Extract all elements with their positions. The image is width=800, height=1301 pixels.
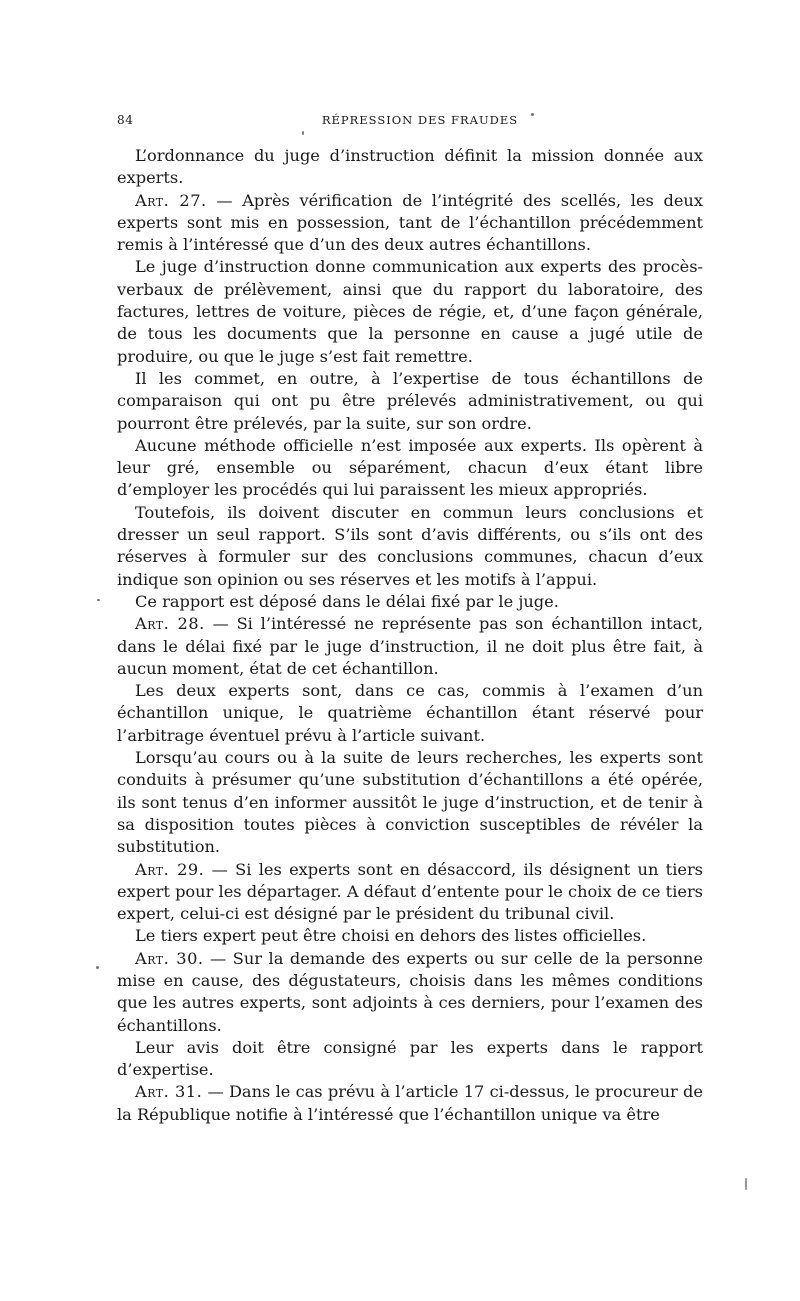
page-header: [117, 113, 703, 133]
paragraph-text: Aucune méthode officielle n’est imposée aux experts. Ils opèrent à leur gré, ensemble ou séparément, chacun d’eux étant libre d’employer les procédés qui lui paraissent les mieux appropriés.: [117, 435, 703, 500]
article-label: Art. 30.: [135, 948, 204, 968]
paragraph-text: — Après vérification de l’intégrité des scellés, les deux experts sont mis en possession, tant de l’échantillon précédemment remis à l’intéressé que d’un des deux autres échantillons.: [117, 190, 703, 255]
paragraph-text: — Dans le cas prévu à l’article 17 ci-dessus, le procureur de la République notifie à l’intéressé que l’échantillon unique va être: [117, 1082, 703, 1124]
paragraph: [117, 502, 703, 591]
paragraph-text: Il les commet, en outre, à l’expertise de tous échantillons de comparaison qui ont pu être prélevés administrativement, ou qui pourront être prélevés, par la suite, sur son ordre.: [117, 368, 703, 433]
page-number: 84: [117, 113, 134, 127]
paragraph: [117, 747, 703, 858]
article-label: Art. 28.: [135, 614, 205, 634]
scan-speck: [96, 966, 99, 969]
article-paragraph: [117, 1081, 703, 1126]
article-label: Art. 27.: [135, 190, 207, 210]
article-paragraph: [117, 613, 703, 680]
book-page: [117, 113, 703, 1126]
paragraph-text: Ce rapport est déposé dans le délai fixé par le juge.: [135, 591, 559, 611]
paragraph: [117, 368, 703, 435]
body-text: [117, 145, 703, 1126]
scan-speck: [302, 131, 304, 135]
scan-speck: [97, 599, 100, 601]
running-title: RÉPRESSION DES FRAUDES: [321, 113, 519, 127]
paragraph: [117, 591, 703, 613]
paragraph: [117, 256, 703, 367]
paragraph-text: L’ordonnance du juge d’instruction définit la mission donnée aux experts.: [117, 146, 703, 188]
paragraph-text: Leur avis doit être consigné par les experts dans le rapport d’expertise.: [117, 1037, 703, 1080]
article-paragraph: [117, 190, 703, 257]
paragraph-text: — Si les experts sont en désaccord, ils désignent un tiers expert pour les départager. A défaut d’entente pour le choix de ce tiers expert, celui-ci est désigné par le président du tribunal civil.: [117, 859, 703, 924]
article-paragraph: [117, 859, 703, 926]
paragraph-text: Toutefois, ils doivent discuter en commun leurs conclusions et dresser un seul rapport. S’ils sont d’avis différents, ou s’ils ont des réserves à formuler sur des conclusions communes, chacun d’eux indique son opinion ou ses réserves et les motifs à l’appui.: [117, 502, 703, 589]
paragraph-text: — Sur la demande des experts ou sur celle de la personne mise en cause, des dégustateurs, choisis dans les mêmes conditions que les autres experts, sont adjoints à ces derniers, pour l’examen des échantillons.: [117, 948, 703, 1035]
scan-speck: [745, 1178, 747, 1190]
paragraph-text: Le tiers expert peut être choisi en dehors des listes officielles.: [135, 926, 647, 946]
paragraph: [117, 145, 703, 190]
paragraph-text: Les deux experts sont, dans ce cas, commis à l’examen d’un échantillon unique, le quatrième échantillon étant réservé pour l’arbitrage éventuel prévu à l’article suivant.: [117, 681, 703, 745]
article-label: Art. 31.: [135, 1082, 203, 1102]
paragraph-text: — Si l’intéressé ne représente pas son échantillon intact, dans le délai fixé par le juge d’instruction, il ne doit plus être fait, à aucun moment, état de cet échantillon.: [117, 614, 703, 678]
paragraph: [117, 435, 703, 502]
article-paragraph: [117, 948, 703, 1037]
paragraph: [117, 925, 703, 947]
article-label: Art. 29.: [135, 859, 205, 879]
paragraph: [117, 1037, 703, 1082]
scan-speck: [531, 113, 534, 116]
paragraph-text: Le juge d’instruction donne communication aux experts des procès-verbaux de prélèvement, ainsi que du rapport du laboratoire, des factures, lettres de voiture, pièces de régie, et, d’une façon générale, de tous les documents que la personne en cause a jugé utile de produire, ou que le juge s’est fait remettre.: [117, 257, 703, 366]
paragraph: [117, 680, 703, 747]
paragraph-text: Lorsqu’au cours ou à la suite de leurs recherches, les experts sont conduits à présumer qu’une substitution d’échantillons a été opérée, ils sont tenus d’en informer aussitôt le juge d’instruction, et de tenir à sa disposition toutes pièces à conviction susceptibles de révéler la substitution.: [117, 748, 703, 857]
